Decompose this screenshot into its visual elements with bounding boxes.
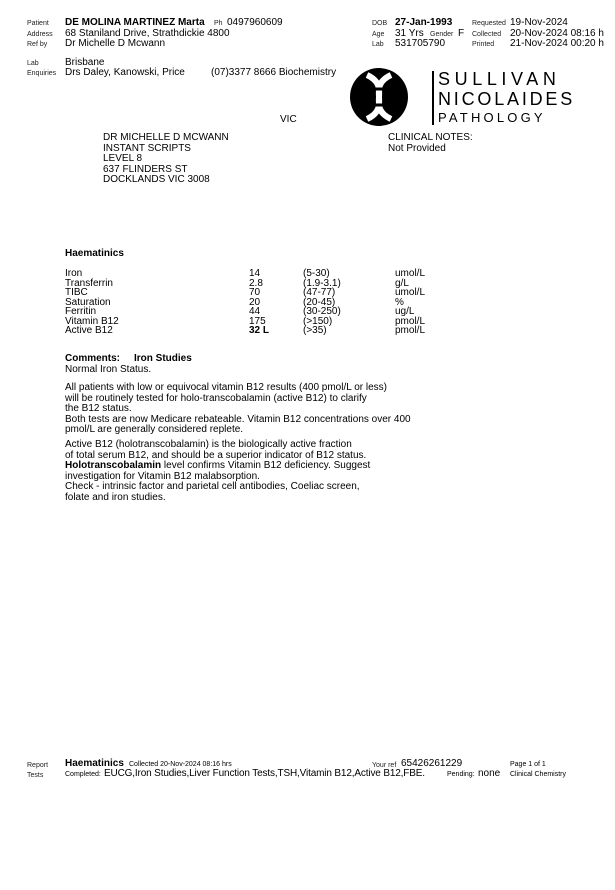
gender-label: Gender bbox=[430, 31, 454, 38]
dob-label: DOB bbox=[372, 20, 388, 27]
test-unit: umol/L bbox=[395, 268, 426, 279]
enquiries-doctors: Drs Daley, Kanowski, Price bbox=[65, 67, 185, 78]
report-collected: Collected 20-Nov-2024 08:16 hrs bbox=[129, 761, 232, 768]
test-name: Transferrin bbox=[65, 278, 113, 289]
test-name: Active B12 bbox=[65, 325, 113, 336]
requested-label: Requested bbox=[472, 20, 506, 27]
address-label: Address bbox=[27, 31, 53, 38]
collected-value: 20-Nov-2024 08:16 h bbox=[510, 28, 604, 39]
gender-value: F bbox=[458, 28, 465, 39]
recipient-line: LEVEL 8 bbox=[103, 153, 143, 164]
collected-label: Collected bbox=[472, 31, 502, 38]
test-name: Vitamin B12 bbox=[65, 316, 119, 327]
comment-line: Active B12 (holotranscobalamin) is the biologically active fraction bbox=[65, 439, 352, 450]
test-range: (>150) bbox=[303, 316, 333, 327]
department: Clinical Chemistry bbox=[510, 771, 567, 778]
section-title: Haematinics bbox=[65, 248, 124, 259]
recipient-line: 637 FLINDERS ST bbox=[103, 163, 188, 175]
comments-heading: Iron Studies bbox=[134, 353, 192, 364]
page-number: Page 1 of 1 bbox=[510, 761, 546, 768]
phone-number: 0497960609 bbox=[227, 17, 283, 28]
comments-paragraph-2 bbox=[65, 440, 370, 503]
clinical-notes-title: CLINICAL NOTES: bbox=[388, 132, 473, 143]
dob-value: 27-Jan-1993 bbox=[395, 17, 453, 28]
test-unit: umol/L bbox=[395, 287, 426, 298]
comments-status: Normal Iron Status. bbox=[65, 364, 152, 375]
comment-line: Check - intrinsic factor and parietal cell antibodies, Coeliac screen, bbox=[65, 481, 360, 492]
your-ref-value: 65426261229 bbox=[401, 758, 463, 769]
completed-tests: EUCG,Iron Studies,Liver Function Tests,TSH,Vitamin B12,Active B12,FBE. bbox=[104, 768, 425, 779]
lab-location-label: Lab bbox=[27, 60, 39, 67]
comments-paragraph-1 bbox=[65, 383, 411, 436]
test-range: (1.9-3.1) bbox=[303, 278, 341, 289]
printed-label: Printed bbox=[472, 41, 495, 48]
test-name: Saturation bbox=[65, 297, 111, 308]
your-ref-label: Your ref bbox=[372, 762, 397, 769]
lab-label: Lab bbox=[372, 41, 384, 48]
comment-line: All patients with low or equivocal vitamin B12 results (400 pmol/L or less) bbox=[65, 382, 387, 393]
test-value: 20 bbox=[249, 297, 261, 308]
test-name: Iron bbox=[65, 268, 83, 279]
comment-bold-term: Holotranscobalamin bbox=[65, 460, 162, 471]
test-unit: g/L bbox=[395, 278, 409, 289]
refby-label: Ref by bbox=[27, 41, 48, 48]
recipient-address bbox=[103, 133, 229, 186]
completed-label: Completed: bbox=[65, 771, 101, 778]
patient-name: DE MOLINA MARTINEZ Marta bbox=[65, 17, 205, 28]
lab-location: Brisbane bbox=[65, 57, 105, 68]
recipient-line: DOCKLANDS VIC 3008 bbox=[103, 174, 210, 185]
refby-value: Dr Michelle D Mcwann bbox=[65, 38, 166, 49]
enquiries-label: Enquiries bbox=[27, 70, 57, 77]
test-range: (5-30) bbox=[303, 268, 330, 279]
test-range: (47-77) bbox=[303, 287, 336, 298]
test-value: 2.8 bbox=[249, 278, 263, 289]
test-range: (20-45) bbox=[303, 297, 336, 308]
test-unit: % bbox=[395, 297, 404, 308]
pending-value: none bbox=[478, 768, 501, 779]
logo-divider bbox=[432, 71, 434, 125]
test-range: (>35) bbox=[303, 325, 327, 336]
patient-label: Patient bbox=[27, 20, 49, 27]
comment-line-rest: level confirms Vitamin B12 deficiency. Suggest bbox=[161, 460, 371, 471]
printed-value: 21-Nov-2024 00:20 h bbox=[510, 38, 604, 49]
logo-pathology: PATHOLOGY bbox=[438, 110, 546, 125]
logo-sullivan: SULLIVAN bbox=[438, 69, 561, 89]
tests-label: Tests bbox=[27, 772, 44, 779]
recipient-line: INSTANT SCRIPTS bbox=[103, 142, 191, 154]
test-value: 70 bbox=[249, 287, 261, 298]
address-value: 68 Staniland Drive, Strathdickie 4800 bbox=[65, 28, 230, 39]
comment-line: folate and iron studies. bbox=[65, 491, 166, 503]
test-unit: pmol/L bbox=[395, 316, 426, 327]
test-value: 175 bbox=[249, 316, 266, 327]
age-value: 31 Yrs bbox=[395, 28, 424, 39]
pending-label: Pending: bbox=[447, 771, 475, 778]
age-label: Age bbox=[372, 31, 385, 38]
logo-nicolaides: NICOLAIDES bbox=[438, 89, 576, 109]
requested-value: 19-Nov-2024 bbox=[510, 17, 568, 28]
lab-number: 531705790 bbox=[395, 38, 446, 49]
report-label: Report bbox=[27, 762, 49, 769]
comment-line bbox=[65, 461, 370, 472]
comment-line: pmol/L are generally considered replete. bbox=[65, 424, 244, 435]
test-value: 14 bbox=[249, 268, 261, 279]
phone-label: Ph bbox=[214, 20, 223, 27]
enquiries-phone: (07)3377 8666 Biochemistry bbox=[211, 67, 337, 78]
comment-line: Both tests are now Medicare rebateable. Vitamin B12 concentrations over 400 bbox=[65, 413, 411, 425]
report-name: Haematinics bbox=[65, 758, 124, 769]
test-value-flagged: 32 L bbox=[249, 325, 270, 336]
test-range: (30-250) bbox=[303, 306, 341, 317]
test-unit: pmol/L bbox=[395, 325, 426, 336]
comment-line: of total serum B12, and should be a superior indicator of B12 status. bbox=[65, 449, 367, 461]
comment-line: will be routinely tested for holo-transcobalamin (active B12) to clarify bbox=[65, 392, 367, 404]
clinical-notes-value: Not Provided bbox=[388, 142, 446, 154]
test-unit: ug/L bbox=[395, 306, 415, 317]
test-name: Ferritin bbox=[65, 306, 97, 317]
comment-line: investigation for Vitamin B12 malabsorption. bbox=[65, 470, 260, 482]
dna-helix-icon bbox=[349, 67, 409, 127]
test-name: TIBC bbox=[65, 287, 88, 298]
recipient-line: DR MICHELLE D MCWANN bbox=[103, 132, 229, 143]
comment-line: the B12 status. bbox=[65, 403, 132, 414]
comments-label: Comments: bbox=[65, 353, 121, 364]
test-value: 44 bbox=[249, 306, 261, 317]
state-value: VIC bbox=[280, 114, 297, 125]
clinical-notes bbox=[388, 133, 473, 154]
